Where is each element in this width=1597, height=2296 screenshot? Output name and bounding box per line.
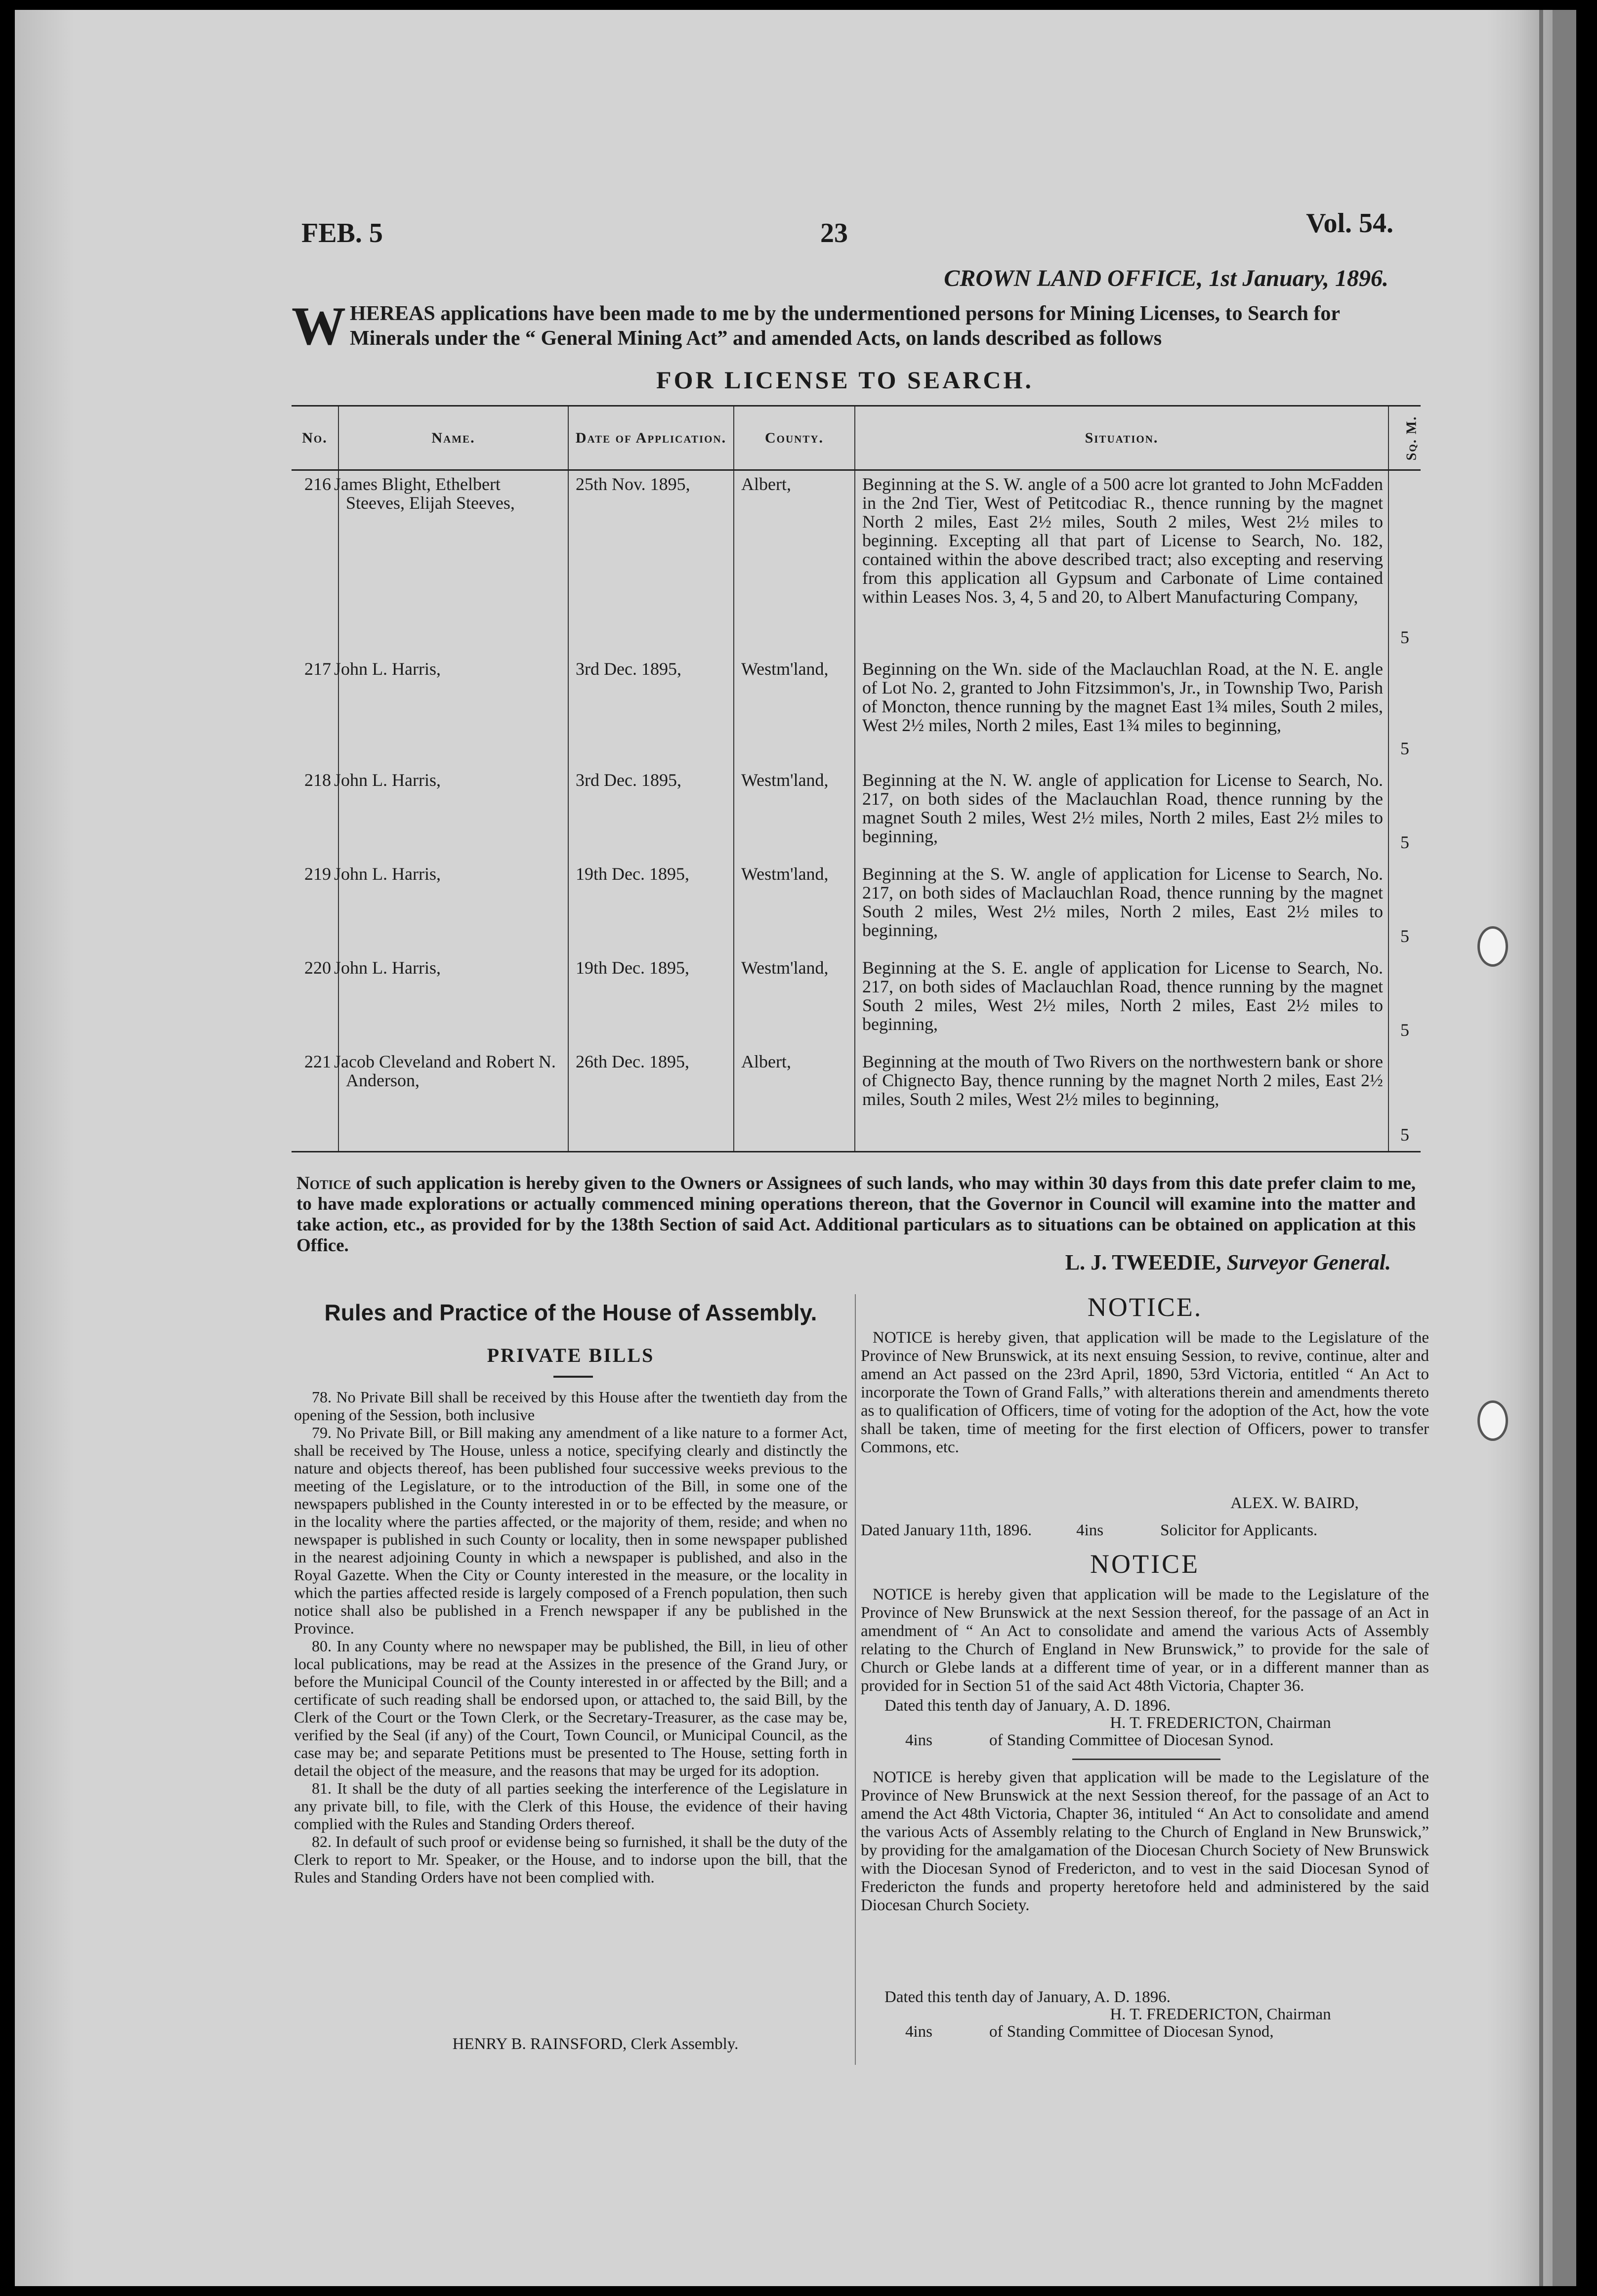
cell-date: 26th Dec. 1895, — [568, 1048, 734, 1152]
issue-date: FEB. 5 — [301, 218, 383, 248]
rule-paragraph: 78. No Private Bill shall be received by this House after the twentieth day from the opening of the Session, both inclusive — [294, 1388, 847, 1424]
notice2-body — [861, 1586, 1429, 1695]
rules-signature: HENRY B. RAINSFORD, Clerk Assembly. — [452, 2035, 739, 2053]
cell-name: John L. Harris, — [338, 767, 568, 861]
drop-cap: W — [292, 296, 346, 356]
whereas-paragraph — [292, 296, 1398, 356]
cell-sqm: 5 — [1388, 861, 1421, 954]
notice1-text: NOTICE is hereby given, that application will be made to the Legislature of the Province of New Brunswick, at its next ensuing Session, to revive, continue, alter and amend an Act passed on the 23rd April, 1890, 53rd Victoria, entitled “ An Act to incorporate the Town of Grand Falls,” with alterations therein and amendments thereto as to qualification of Officers, time of voting for the adoption of the Act, how the vote shall be taken, time of meeting for the first election of Officers, power to transfer Commons, etc. — [861, 1329, 1429, 1456]
rules-title: Rules and Practice of the House of Assembly. — [324, 1300, 817, 1325]
sqm-label: Sq. M. — [1404, 415, 1420, 460]
surveyor-signature — [954, 1250, 1391, 1275]
cell-no: 221 — [292, 1048, 338, 1152]
gazette-page — [15, 10, 1576, 2286]
notice2-role: of Standing Committee of Diocesan Synod. — [989, 1731, 1274, 1749]
cell-sqm: 5 — [1388, 470, 1421, 656]
cell-county: Albert, — [734, 1048, 855, 1152]
notice2-title: NOTICE — [1090, 1549, 1200, 1579]
rule-paragraph: 80. In any County where no newspaper may be published, the Bill, in lieu of other local publications, may be read at the Assizes in the presence of the Grand Jury, or before the Municipal Council of the County interested in or affected by the Bill; and a certificate of such reading shall be endorsed upon, or attached to, the said Bill, by the Clerk of the Court or the Town Clerk, or the Secretary-Treasurer, as the case may be, verified by the Seal (if any) of the Court, Town Council, or Municipal Council, as the case may be; and separate Petitions must be presented to The House, setting forth in detail the object of the measure, and the reasons that may be urged for its adoption. — [294, 1637, 847, 1779]
notice1-dateline — [861, 1521, 1429, 1540]
whereas-text: HEREAS applications have been made to me by the undermentioned persons for Mining Licenses, to Search for Minerals under the “ General Mining Act” and amended Acts, on lands described as follows — [350, 302, 1340, 350]
notice1-dated: Dated January 11th, 1896. — [861, 1521, 1032, 1539]
section-title: FOR LICENSE TO SEARCH. — [656, 366, 1034, 394]
notice3-body — [861, 1768, 1429, 1915]
notice3-role-line — [861, 2023, 1429, 2041]
table-row — [292, 470, 1421, 656]
cell-date: 19th Dec. 1895, — [568, 861, 734, 954]
notice1-role: Solicitor for Applicants. — [1160, 1521, 1318, 1539]
notice2-role-line — [861, 1731, 1429, 1750]
notice-text: of such application is hereby given to the Owners or Assignees of such lands, who may within 30 days from this date prefer claim to me, to have made explorations or actually commenced mining operations thereon, that the Governor in Council will examine into the matter and take action, etc., as provided for by the 138th Section of said Act. Additional particulars as to situations can be obtained on application at this Office. — [296, 1173, 1416, 1256]
cell-date: 19th Dec. 1895, — [568, 954, 734, 1048]
cell-sqm: 5 — [1388, 656, 1421, 767]
cell-date: 3rd Dec. 1895, — [568, 656, 734, 767]
rule-paragraph: 79. No Private Bill, or Bill making any amendment of a like nature to a former Act, shall be received by The House, unless a notice, specifying clearly and distinctly the nature and objects thereof, has been published four successive weeks previous to the meeting of the Legislature, or to the introduction of the Bill, in some one of the newspapers published in the County interested in or to be effected by the measure, or in the locality where the parties affected, or the majority of them, reside; and when no newspaper is published in such County or locality, then in some newspaper published in the nearest adjoining County in which a newspaper is published, and also in the Royal Gazette. When the City or County interested in the measure, or the locality in which the parties affected reside is largely composed of a French population, then such notice shall also be published in a French newspaper if any be published in the Province. — [294, 1424, 847, 1637]
cell-county: Albert, — [734, 470, 855, 656]
cell-situation: Beginning at the N. W. angle of application for License to Search, No. 217, on both sides of the Maclauchlan Road, thence running by the magnet South 2 miles, West 2½ miles, North 2 miles, East 2½ miles to beginning, — [855, 767, 1388, 861]
notice3-signer: H. T. FREDERICTON, Chairman — [1110, 2006, 1331, 2023]
divider — [1072, 1759, 1220, 1760]
notice-paragraph — [296, 1173, 1416, 1256]
cell-county: Westm'land, — [734, 954, 855, 1048]
volume-number: Vol. 54. — [1306, 208, 1393, 239]
private-bills-heading: PRIVATE BILLS — [487, 1344, 655, 1366]
cell-date: 25th Nov. 1895, — [568, 470, 734, 656]
cell-name: John L. Harris, — [338, 954, 568, 1048]
crown-land-office-dateline: CROWN LAND OFFICE, 1st January, 1896. — [944, 265, 1388, 291]
cell-no: 218 — [304, 770, 331, 790]
cell-no: 217 — [304, 658, 331, 679]
notice3-dated: Dated this tenth day of January, A. D. 1896. — [884, 1988, 1171, 2006]
cell-sqm: 5 — [1388, 954, 1421, 1048]
notice1-signer: ALEX. W. BAIRD, — [1230, 1494, 1359, 1512]
notice1-body — [861, 1329, 1429, 1457]
notice1-ins: 4ins — [1076, 1521, 1104, 1539]
notice-lead: Notice — [296, 1173, 351, 1193]
page-number: 23 — [820, 218, 848, 248]
col-header-name: Name. — [338, 406, 568, 470]
cell-name: Jacob Cleveland and Robert N. Anderson, — [338, 1048, 568, 1152]
page-content — [15, 10, 1576, 2286]
cell-situation: Beginning at the mouth of Two Rivers on the northwestern bank or shore of Chignecto Bay, thence running by the magnet North 2 miles, East 2½ miles, South 2 miles, West 2½ miles to beginning, — [855, 1048, 1388, 1152]
notice3-ins: 4ins — [905, 2023, 933, 2041]
cell-situation: Beginning at the S. W. angle of a 500 acre lot granted to John McFadden in the 2nd Tier, West of Petitcodiac R., thence running by the magnet North 2 miles, East 2½ miles, South 2 miles, West 2½ miles to beginning. Excepting all that part of License to Search, No. 182, contained within the above described tract; also excepting and reserving from this application all Gypsum and Carbonate of Lime contained within Leases Nos. 3, 4, 5 and 20, to Albert Manufacturing Company, — [855, 470, 1388, 656]
col-header-sqm — [1388, 406, 1421, 470]
cell-sqm: 5 — [1388, 767, 1421, 861]
notice1-title: NOTICE. — [1087, 1292, 1203, 1322]
col-header-no: No. — [292, 406, 338, 470]
notice2-signer: H. T. FREDERICTON, Chairman — [1110, 1714, 1331, 1732]
notice2-ins: 4ins — [905, 1731, 933, 1749]
divider — [553, 1376, 593, 1378]
rule-paragraph: 81. It shall be the duty of all parties seeking the interference of the Legislature in any private bill, to file, with the Clerk of this House, the evidence of their having complied with the Rules and Standing Orders thereof. — [294, 1779, 847, 1833]
cell-county: Westm'land, — [734, 861, 855, 954]
cell-county: Westm'land, — [734, 656, 855, 767]
column-divider — [855, 1294, 856, 2065]
table-header-row — [292, 406, 1421, 470]
notice2-dated: Dated this tenth day of January, A. D. 1896. — [884, 1697, 1171, 1715]
notice3-role: of Standing Committee of Diocesan Synod, — [989, 2023, 1274, 2041]
license-table — [292, 405, 1421, 1152]
col-header-county: County. — [734, 406, 855, 470]
table-row — [292, 1048, 1421, 1152]
col-header-date: Date of Application. — [568, 406, 734, 470]
cell-county: Westm'land, — [734, 767, 855, 861]
table-row — [292, 656, 1421, 767]
cell-situation: Beginning on the Wn. side of the Maclauchlan Road, at the N. E. angle of Lot No. 2, granted to John Fitzsimmon's, Jr., in Township Two, Parish of Moncton, thence running by the magnet East 1¾ miles, South 2 miles, West 2½ miles, North 2 miles, East 1¾ miles to beginning, — [855, 656, 1388, 767]
table-row — [292, 767, 1421, 861]
rules-body — [294, 1388, 847, 1886]
cell-sqm: 5 — [1388, 1048, 1421, 1152]
notice3-text: NOTICE is hereby given that application will be made to the Legislature of the Province of New Brunswick at the next Session thereof, for the passage of an Act to amend the Act 48th Victoria, Chapter 36, intituled “ An Act to consolidate and amend the various Acts of Assembly relating to the Church of England in New Brunswick,” by providing for the amalgamation of the Diocesan Church Society of New Brunswick with the Diocesan Synod of Fredericton, and to vest in the said Diocesan Synod of Fredericton the funds and property heretofore held and administered by the said Diocesan Church Society. — [861, 1768, 1429, 1914]
notice2-text: NOTICE is hereby given that application will be made to the Legislature of the Province of New Brunswick at the next Session thereof, for the passage of an Act in amendment of “ An Act to consolidate and amend the various Acts of Assembly relating to the Church of England in New Brunswick,” to provide for the sale of Church or Glebe lands at a different time of year, or in a different manner than as provided for in Section 51 of the said Act 48th Victoria, Chapter 36. — [861, 1586, 1429, 1695]
table-row — [292, 954, 1421, 1048]
rule-paragraph: 82. In default of such proof or evidense being so furnished, it shall be the duty of the Clerk to report to Mr. Speaker, or the House, and to indorse upon the bill, that the Rules and Standing Orders have not been complied with. — [294, 1833, 847, 1886]
cell-situation: Beginning at the S. E. angle of application for License to Search, No. 217, on both sides of Maclauchlan Road, thence running by the magnet South 2 miles, West 2½ miles, North 2 miles, East 2½ miles to beginning, — [855, 954, 1388, 1048]
cell-no: 220 — [304, 957, 331, 978]
cell-name: John L. Harris, — [338, 861, 568, 954]
cell-name: James Blight, Ethelbert Steeves, Elijah Steeves, — [338, 470, 568, 656]
surveyor-title: Surveyor General. — [1226, 1250, 1391, 1274]
col-header-situation: Situation. — [855, 406, 1388, 470]
cell-no: 219 — [304, 863, 331, 884]
cell-date: 3rd Dec. 1895, — [568, 767, 734, 861]
surveyor-name: L. J. TWEEDIE, — [1065, 1250, 1221, 1274]
cell-no: 216 — [304, 474, 331, 494]
cell-situation: Beginning at the S. W. angle of application for License to Search, No. 217, on both sides of Maclauchlan Road, thence running by the magnet South 2 miles, West 2½ miles, North 2 miles, East 2½ miles to beginning, — [855, 861, 1388, 954]
cell-name: John L. Harris, — [338, 656, 568, 767]
table-row — [292, 861, 1421, 954]
